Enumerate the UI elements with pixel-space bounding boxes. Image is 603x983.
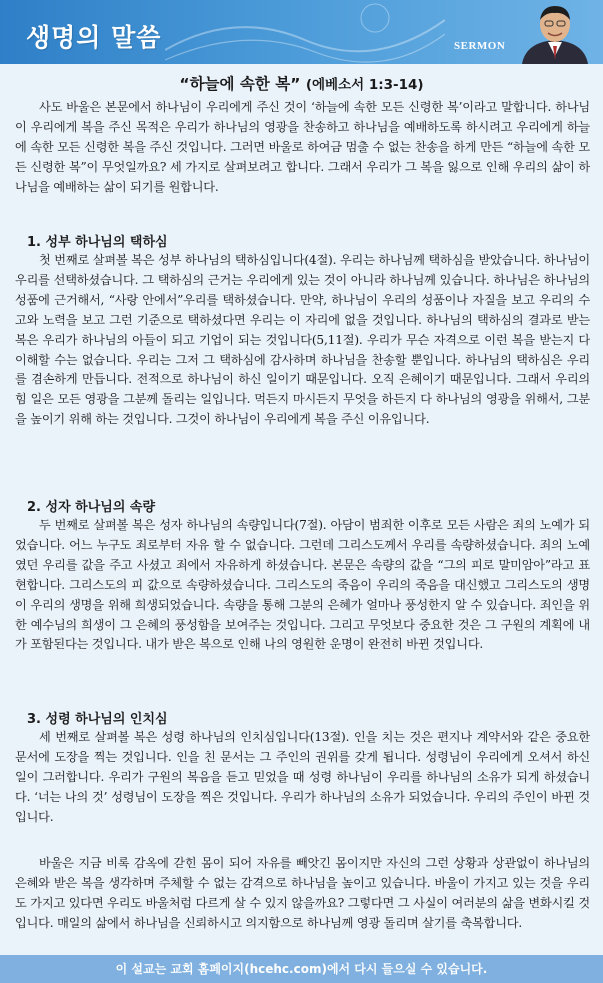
sermon-label: SERMON [454, 40, 506, 52]
sermon-title-text: “하늘에 속한 복” [179, 75, 301, 93]
sermon-content [0, 64, 603, 955]
decorative-swirl-graphic [165, 0, 445, 64]
section-title: 생명의 말씀 [26, 23, 162, 52]
footer-banner [0, 955, 603, 983]
header-banner [0, 0, 603, 64]
pastor-avatar [512, 2, 598, 64]
section-body-3: 세 번째로 살펴볼 복은 성령 하나님의 인치심입니다(13절). 인을 치는 것은 편지나 계약서와 같은 중요한 문서에 도장을 찍는 것입니다. 인을 친 문서는 그 주인의 권위를 갖게 됩니다. 성령님이 우리에게 오셔서 하신 일이 그러합니다. 우리가 구원의 복음을 듣고 믿었을 때 성령 하나님이 우리를 하나님의 소유가 되게 하셨습니다. ‘너는 나의 것’ 성령님이 도장을 찍은 것입니다. 우리가 하나님의 소유가 되었습니다. 우리의 주인이 바뀐 것입니다. [15, 730, 590, 824]
conclusion-paragraph: 바울은 지금 비록 감옥에 갇힌 몸이 되어 자유를 빼앗긴 몸이지만 자신의 그런 상황과 상관없이 하나님의 은혜와 받은 복을 생각하며 주체할 수 없는 감격으로 하나님을 높이고 있습니다. 바울이 가지고 있는 것을 우리도 가지고 있다면 우리도 바울처럼 다르게 살 수 있지 않을까요? 그렇다면 그 사실이 여러분의 삶을 변화시킬 것입니다. 매일의 삶에서 하나님을 신뢰하시고 의지함으로 하나님께 영광 돌리며 살기를 축복합니다. [15, 856, 590, 930]
scripture-reference: (에베소서 1:3-14) [305, 77, 424, 93]
section-heading-2: 2. 성자 하나님의 속량 [27, 500, 156, 515]
section-heading-3: 3. 성령 하나님의 인치심 [27, 712, 168, 727]
section-body-2: 두 번째로 살펴볼 복은 성자 하나님의 속량입니다(7절). 아담이 범죄한 이후로 모든 사람은 죄의 노예가 되었습니다. 어느 누구도 죄로부터 자유 할 수 없습니다. 그런데 그리스도께서 우리를 속량하셨습니다. 죄의 노예였던 우리를 값을 주고 사셨고 죄에서 자유하게 하셨습니다. 본문은 속량의 값을 “그의 피로 말미암아”라고 표현합니다. 그리스도의 피 값으로 속량하셨습니다. 그리스도의 죽음이 우리의 죽음을 대신했고 그리스도의 생명이 우리의 생명을 위해 희생되었습니다. 속량을 통해 그분의 은혜가 얼마나 풍성한지 알 수 있습니다. 죄인을 위한 예수님의 희생이 그 은혜의 풍성함을 보여주는 것입니다. 그리고 무엇보다 중요한 것은 그 구원의 계획에 내가 포함된다는 것입니다. 내가 받은 복으로 인해 나의 영원한 운명이 완전히 바뀐 것입니다. [15, 518, 590, 652]
sermon-title [0, 72, 603, 94]
footer-note: 이 설교는 교회 홈페이지(hcehc.com)에서 다시 들으실 수 있습니다. [115, 962, 488, 976]
section-body-1: 첫 번째로 살펴볼 복은 성부 하나님의 택하심입니다(4절). 우리는 하나님께 택하심을 받았습니다. 하나님이 우리를 선택하셨습니다. 그 택하심의 근거는 우리에게 있는 것이 아니라 하나님께 있습니다. 하나님은 하나님의 성품에 근거해서, “사랑 안에서”우리를 택하셨습니다. 만약, 하나님이 우리의 성품이나 자질을 보고 우리의 수고와 노력을 보고 그런 기준으로 택하셨다면 우리는 이 자리에 없을 것입니다. 하나님의 택하심의 결과로 받는 복은 우리가 하나님의 아들이 되고 기업이 되는 것입니다(5,11절). 우리가 무슨 자격으로 이런 복을 받는지 다 이해할 수는 없습니다. 우리는 그저 그 택하심에 감사하며 하나님을 찬송할 뿐입니다. 하나님의 택하심은 우리를 겸손하게 만듭니다. 전적으로 하나님이 하신 일이기 때문입니다. 오직 은혜이기 때문입니다. 그래서 우리의 힘 일은 모든 영광을 그분께 돌리는 일입니다. 먹든지 마시든지 무엇을 하든지 다 하나님의 영광을 위해서, 그분을 높이기 위해 하는 것입니다. 그것이 하나님이 우리에게 복을 주신 이유입니다. [15, 253, 590, 427]
intro-paragraph: 사도 바울은 본문에서 하나님이 우리에게 주신 것이 ‘하늘에 속한 모든 신령한 복’이라고 말합니다. 하나님이 우리에게 복을 주신 목적은 우리가 하나님의 영광을 찬송하고 하나님을 예배하도록 하시려고 우리에게 하늘에 속한 모든 신령한 복을 주신 것입니다. 그러면 바울로 하여금 멈출 수 없는 찬송을 하게 만든 “하늘에 속한 모든 신령한 복”이 무엇일까요? 세 가지로 살펴보려고 합니다. 그래서 우리가 그 복을 잃으로 인해 우리의 삶이 하나님을 예배하는 삶이 되기를 원합니다. [15, 100, 590, 194]
section-heading-1: 1. 성부 하나님의 택하심 [27, 235, 168, 250]
